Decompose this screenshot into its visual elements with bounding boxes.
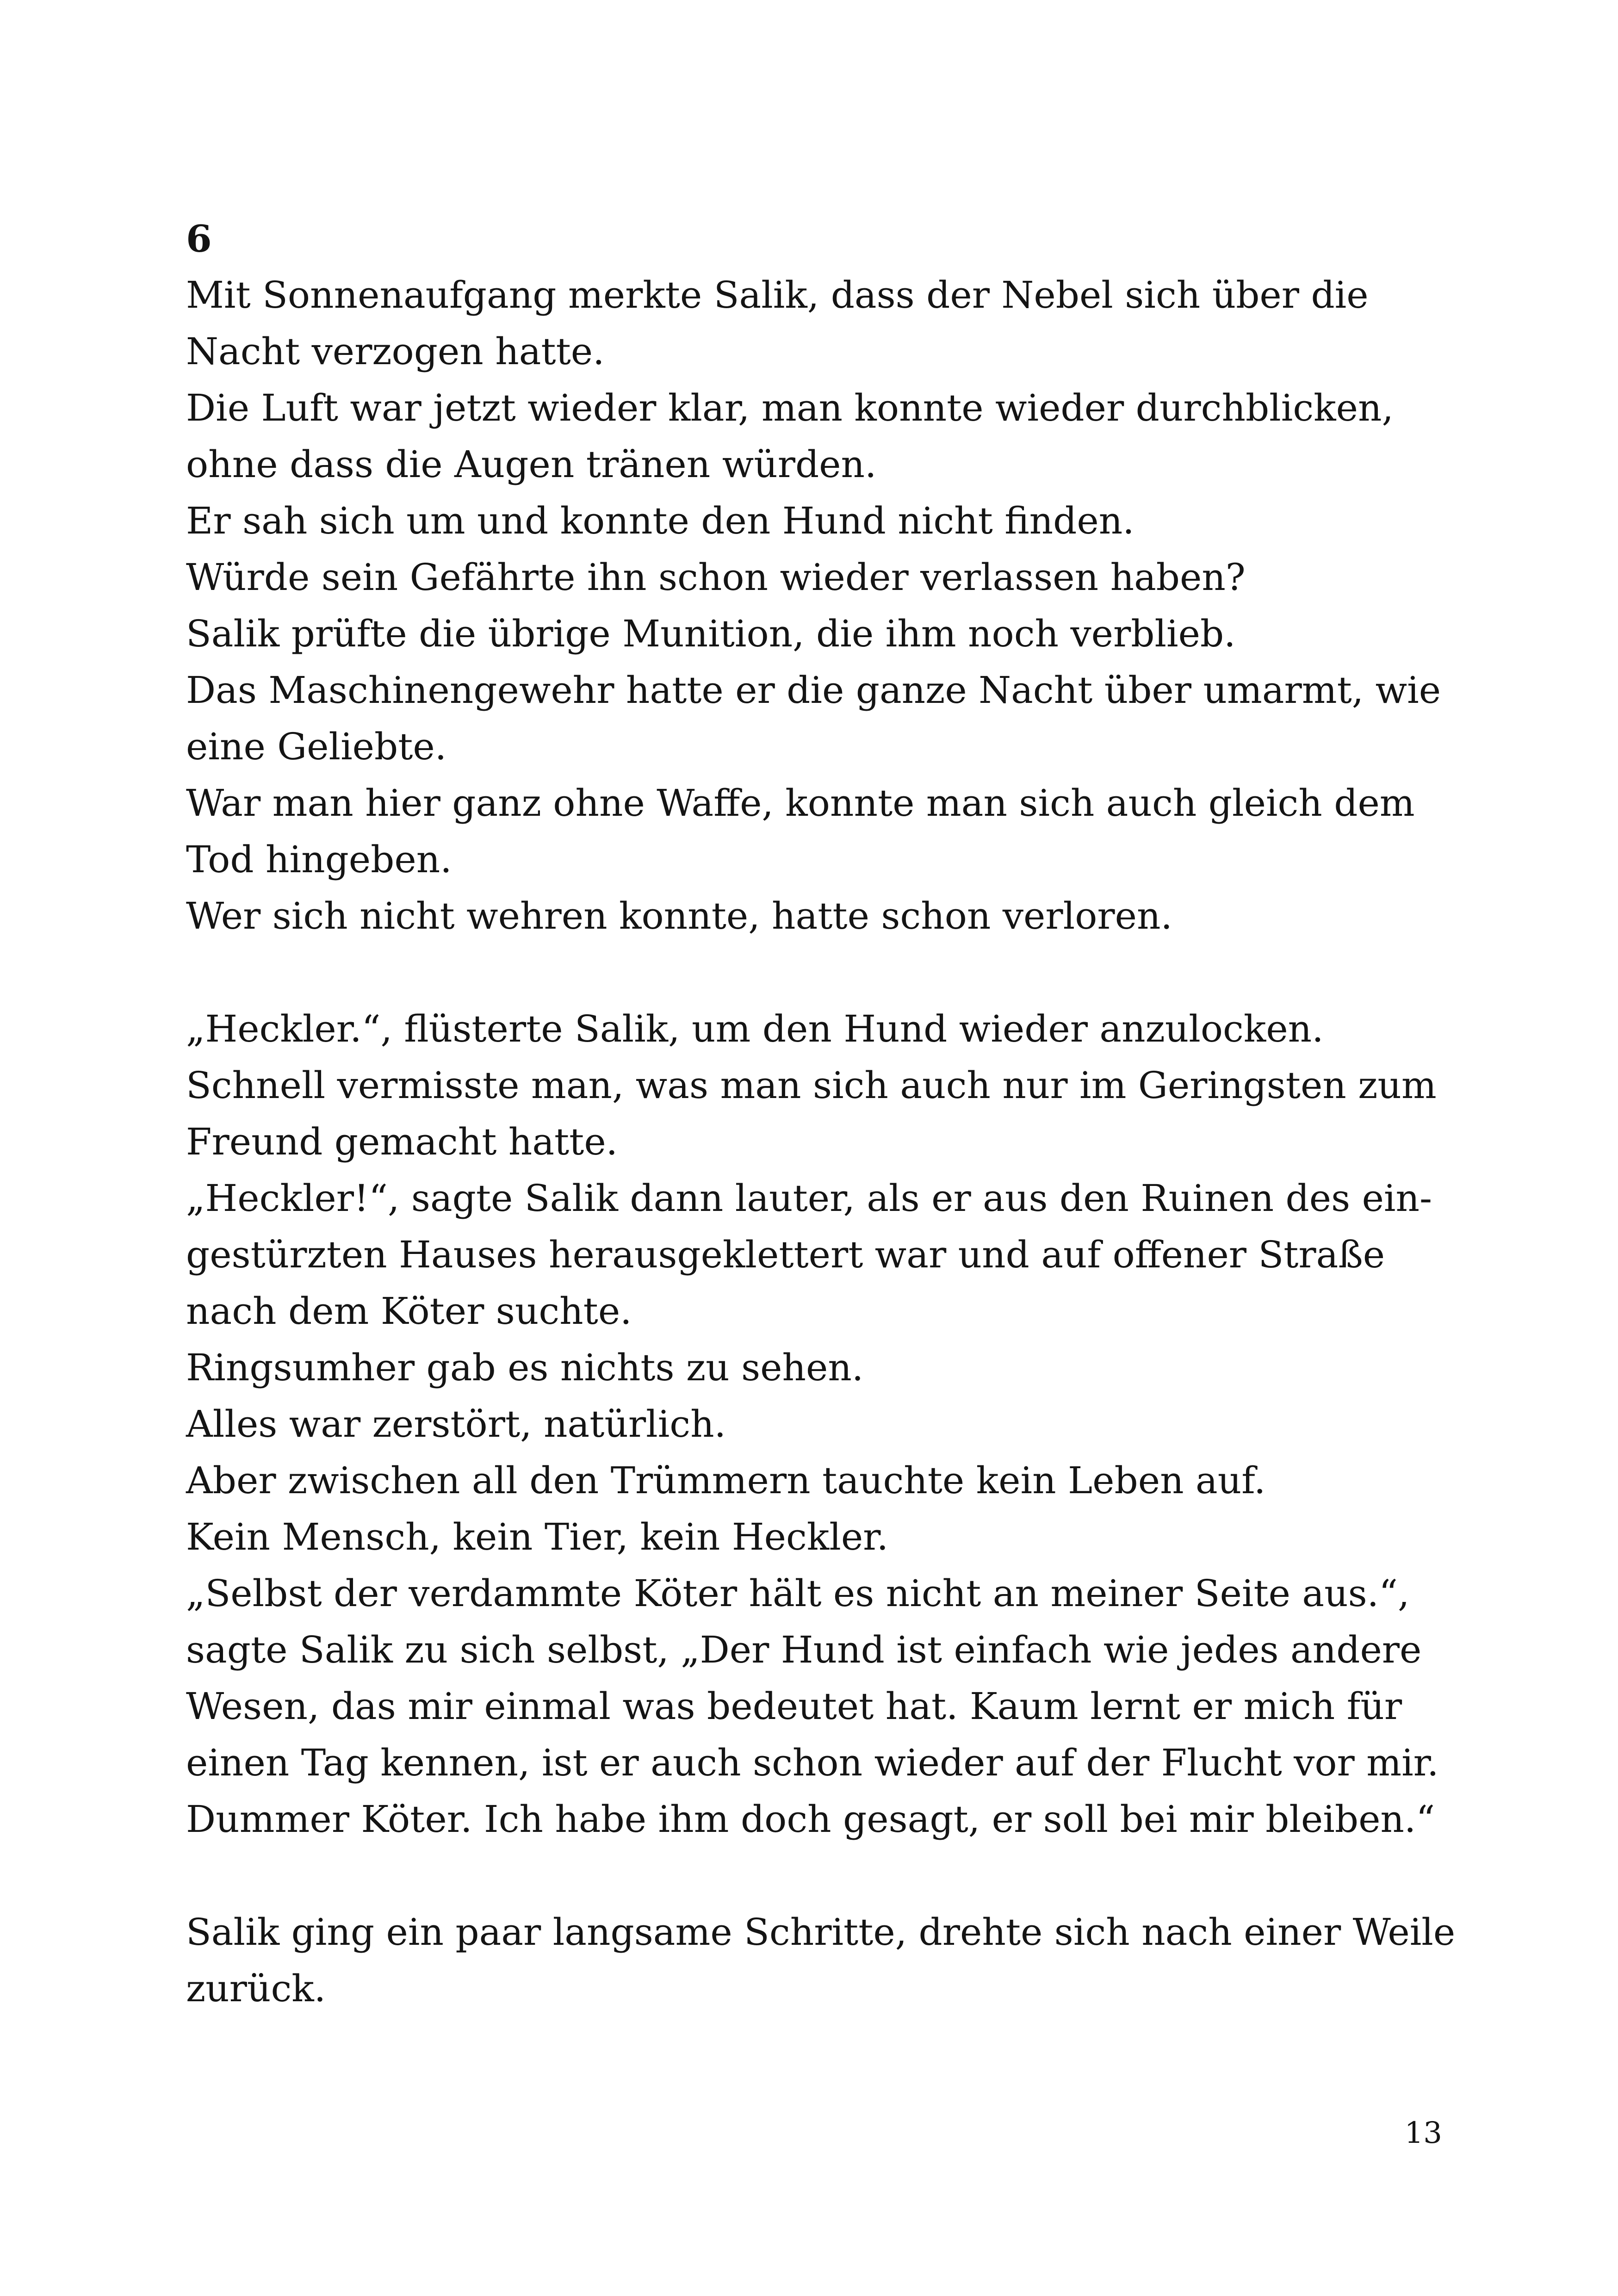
text-line: sagte Salik zu sich selbst, „Der Hund ist einfach wie jedes andere xyxy=(186,1628,1422,1671)
text-line: Kein Mensch, kein Tier, kein Heckler. xyxy=(186,1515,889,1558)
text-line: Wer sich nicht wehren konnte, hatte schon verloren. xyxy=(186,894,1172,937)
text-line: Nacht verzogen hatte. xyxy=(186,330,605,373)
body-text xyxy=(186,267,1477,2017)
text-line: ohne dass die Augen tränen würden. xyxy=(186,443,877,486)
text-line: Dummer Köter. Ich habe ihm doch gesagt, er soll bei mir bleiben.“ xyxy=(186,1798,1435,1841)
text-line: Salik ging ein paar langsame Schritte, drehte sich nach einer Weile xyxy=(186,1911,1456,1954)
text-line: Tod hingeben. xyxy=(186,838,452,881)
text-line: Schnell vermisste man, was man sich auch nur im Geringsten zum xyxy=(186,1064,1437,1107)
text-line: „Heckler.“, flüsterte Salik, um den Hund wieder anzulocken. xyxy=(186,1007,1324,1050)
text-line: Die Luft war jetzt wieder klar, man konnte wieder durchblicken, xyxy=(186,386,1394,429)
text-line: gestürzten Hauses herausgeklettert war und auf offener Straße xyxy=(186,1233,1385,1276)
text-line: Wesen, das mir einmal was bedeutet hat. Kaum lernt er mich für xyxy=(186,1685,1402,1728)
text-line: einen Tag kennen, ist er auch schon wieder auf der Flucht vor mir. xyxy=(186,1741,1439,1784)
page-number: 13 xyxy=(1404,2116,1442,2150)
text-line: Freund gemacht hatte. xyxy=(186,1120,618,1163)
text-line: zurück. xyxy=(186,1967,326,2010)
text-block xyxy=(186,211,1477,2017)
text-line: Alles war zerstört, natürlich. xyxy=(186,1402,726,1446)
text-line: Aber zwischen all den Trümmern tauchte kein Leben auf. xyxy=(186,1459,1266,1502)
paragraph-break xyxy=(186,1848,1477,1904)
text-line: War man hier ganz ohne Waffe, konnte man sich auch gleich dem xyxy=(186,782,1415,825)
chapter-number: 6 xyxy=(186,217,212,261)
paragraph-break xyxy=(186,944,1477,1001)
text-line: „Heckler!“, sagte Salik dann lauter, als er aus den Ruinen des ein- xyxy=(186,1177,1432,1220)
text-line: Würde sein Gefährte ihn schon wieder verlassen haben? xyxy=(186,556,1246,599)
text-line: eine Geliebte. xyxy=(186,725,447,768)
text-line: nach dem Köter suchte. xyxy=(186,1290,632,1333)
text-line: „Selbst der verdammte Köter hält es nicht an meiner Seite aus.“, xyxy=(186,1572,1410,1615)
text-line: Er sah sich um und konnte den Hund nicht finden. xyxy=(186,499,1134,542)
text-line: Ringsumher gab es nichts zu sehen. xyxy=(186,1346,864,1389)
text-line: Das Maschinengewehr hatte er die ganze Nacht über umarmt, wie xyxy=(186,669,1441,712)
text-line: Salik prüfte die übrige Munition, die ihm noch verblieb. xyxy=(186,612,1236,655)
text-line: Mit Sonnenaufgang merkte Salik, dass der Nebel sich über die xyxy=(186,273,1369,316)
